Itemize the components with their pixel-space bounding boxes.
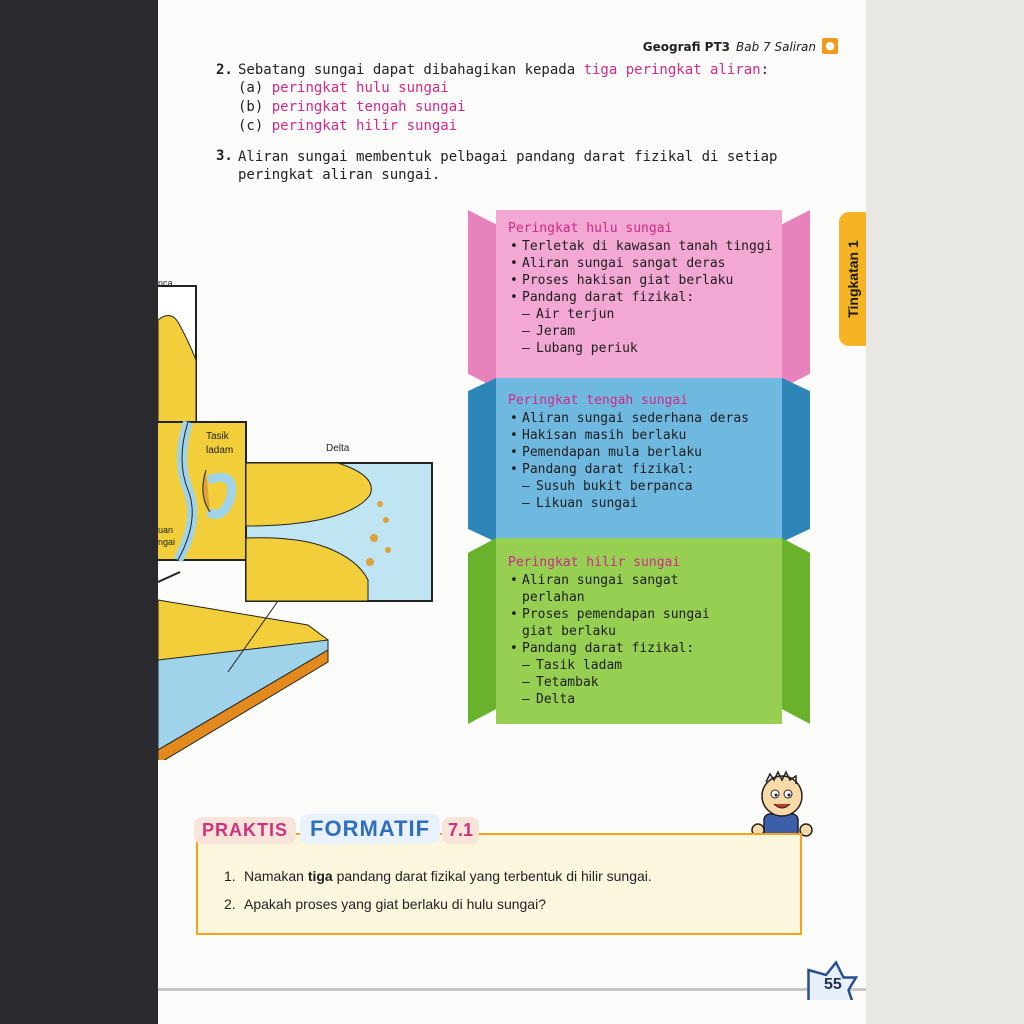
praktis-formatif-box: [196, 833, 802, 935]
landform: – Susuh bukit berpanca: [508, 478, 749, 495]
stage-box-tengah: [468, 378, 810, 542]
signal-icon: ●: [822, 38, 838, 54]
page-number: 55: [824, 976, 842, 993]
background-right: [866, 0, 1024, 1024]
footer-rule: [158, 988, 866, 991]
textbook-page: [158, 0, 866, 1024]
river-diagram: [158, 280, 448, 760]
stage-box-hilir: [468, 538, 810, 724]
book-binding-left: [0, 0, 158, 1024]
point-2-item-a: (a) peringkat hulu sungai: [238, 80, 449, 96]
landform: – Tasik ladam: [508, 657, 748, 674]
bullet: • Aliran sungai sangat deras: [508, 255, 772, 272]
box-wing-right: [782, 538, 810, 724]
diagram-label-cut-top: nca: [158, 278, 173, 288]
diagram-label-cut-left: uan ngai: [158, 525, 176, 547]
running-header: [643, 40, 816, 54]
praktis-label-3: 7.1: [442, 817, 479, 844]
stage-box-hulu: [468, 210, 810, 388]
box-wing-right: [782, 210, 810, 388]
box-content: [508, 554, 748, 708]
landform: – Air terjun: [508, 306, 772, 323]
box-wing-left: [468, 378, 496, 542]
point-2-number: 2.: [216, 62, 233, 78]
point-3-text: Aliran sungai membentuk pelbagai pandang darat fizikal di setiap peringkat aliran sungai.: [238, 149, 778, 183]
box-wing-right: [782, 378, 810, 542]
landform: – Delta: [508, 691, 748, 708]
stage-title: Peringkat tengah sungai: [508, 393, 689, 408]
bullet: • Aliran sungai sangat perlahan: [508, 572, 748, 606]
landform: – Jeram: [508, 323, 772, 340]
point-2-item-b: (b) peringkat tengah sungai: [238, 99, 466, 115]
bullet: • Aliran sungai sederhana deras: [508, 410, 749, 427]
bullet: • Pandang darat fizikal:: [508, 289, 772, 306]
landform: – Lubang periuk: [508, 340, 772, 357]
landform: – Tetambak: [508, 674, 748, 691]
chapter-title: Bab 7 Saliran: [736, 40, 816, 54]
box-wing-left: [468, 538, 496, 724]
point-2-text: Sebatang sungai dapat dibahagikan kepada tiga peringkat aliran:: [238, 62, 770, 78]
praktis-question-1: 1. Namakan tiga pandang darat fizikal yang terbentuk di hilir sungai.: [224, 868, 652, 884]
side-tab: [839, 212, 866, 346]
praktis-label-2: FORMATIF: [300, 814, 440, 844]
bullet: • Hakisan masih berlaku: [508, 427, 749, 444]
box-wing-left: [468, 210, 496, 388]
bullet: • Pandang darat fizikal:: [508, 640, 748, 657]
bullet: • Pandang darat fizikal:: [508, 461, 749, 478]
point-2-item-c: (c) peringkat hilir sungai: [238, 118, 458, 134]
landform: – Likuan sungai: [508, 495, 749, 512]
side-tab-label: Tingkatan 1: [844, 240, 861, 318]
point-3-number: 3.: [216, 148, 233, 164]
point-2-highlight: tiga peringkat aliran: [583, 62, 761, 78]
box-content: [508, 220, 772, 357]
praktis-label-1: PRAKTIS: [194, 817, 296, 844]
diagram-label-delta: Delta: [326, 443, 350, 454]
praktis-formatif-label: [194, 814, 479, 844]
praktis-question-2: 2. Apakah proses yang giat berlaku di hulu sungai?: [224, 896, 546, 912]
bullet: • Pemendapan mula berlaku: [508, 444, 749, 461]
bullet: • Proses hakisan giat berlaku: [508, 272, 772, 289]
stage-title: Peringkat hilir sungai: [508, 555, 681, 570]
diagram-label-tasik-ladam: Tasik ladam: [206, 431, 234, 456]
bullet: • Proses pemendapan sungai giat berlaku: [508, 606, 748, 640]
book-title: Geografi PT3: [642, 40, 730, 54]
stage-title: Peringkat hulu sungai: [508, 221, 673, 236]
box-content: [508, 392, 749, 512]
bullet: • Terletak di kawasan tanah tinggi: [508, 238, 772, 255]
